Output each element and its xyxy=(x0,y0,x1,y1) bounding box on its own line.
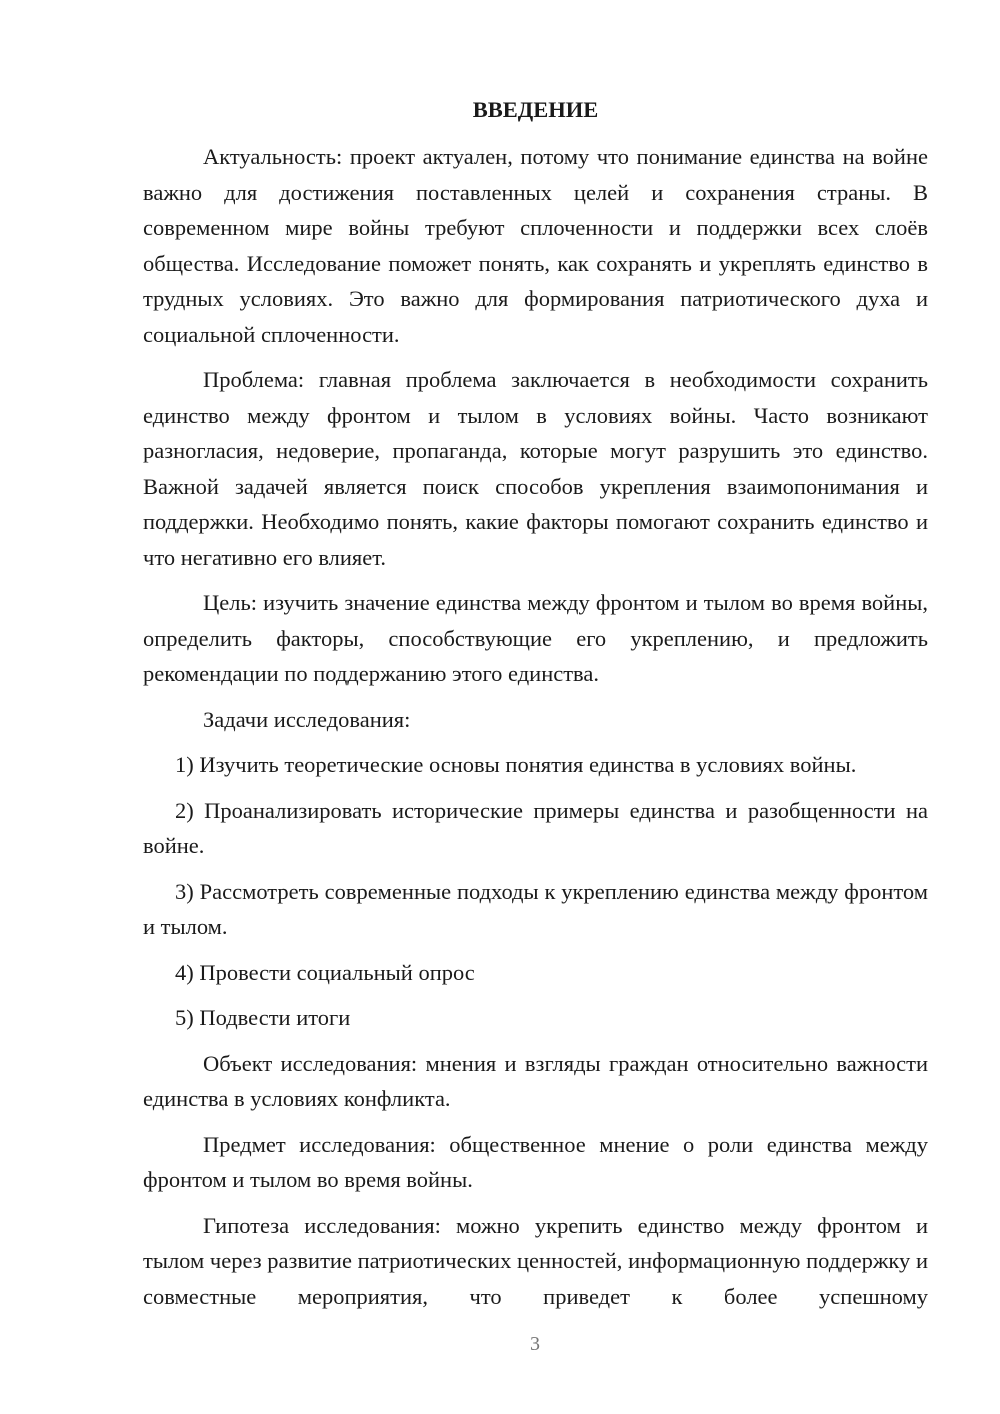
problem-paragraph: Проблема: главная проблема заключается в необходимости сохранить единство между фронтом и тылом в условиях войны. Часто возникают разногласия, недоверие, пропаганда, которые могут разрушить это единство. Важной задачей является поиск способов укрепления взаимопонимания и поддержки. Необходимо понять, какие факторы помогают сохранить единство и что негативно его влияет. xyxy=(143,367,928,570)
object-paragraph: Объект исследования: мнения и взгляды граждан относительно важности единства в условиях конфликта. xyxy=(143,1050,928,1111)
section-title: ВВЕДЕНИЕ xyxy=(472,97,599,122)
page-number: 3 xyxy=(530,1333,540,1355)
relevance-paragraph: Актуальность: проект актуален, потому что понимание единства на войне важно для достижения поставленных целей и сохранения страны. В современном мире войны требуют сплоченности и поддержки всех слоёв общества. Исследование поможет понять, как сохранять и укреплять единство в трудных условиях. Это важно для формирования патриотического духа и социальной сплоченности. xyxy=(143,144,928,347)
document-body xyxy=(143,92,928,1324)
hypothesis-paragraph: Гипотеза исследования: можно укрепить единство между фронтом и тылом через развитие патриотических ценностей, информационную поддержку и совместные мероприятия, что приведет к более успешному xyxy=(143,1212,928,1309)
task-item: 4) Провести социальный опрос xyxy=(175,959,475,985)
task-item: 2) Проанализировать исторические примеры единства и разобщенности на войне. xyxy=(143,797,928,858)
task-item: 3) Рассмотреть современные подходы к укреплению единства между фронтом и тылом. xyxy=(143,878,928,939)
task-item: 1) Изучить теоретические основы понятия единства в условиях войны. xyxy=(175,752,857,777)
goal-paragraph: Цель: изучить значение единства между фронтом и тылом во время войны, определить факторы, способствующие его укреплению, и предложить рекомендации по поддержанию этого единства. xyxy=(143,590,928,686)
task-item: 5) Подвести итоги xyxy=(175,1005,351,1030)
subject-paragraph: Предмет исследования: общественное мнение о роли единства между фронтом и тылом во время войны. xyxy=(143,1131,928,1192)
tasks-heading: Задачи исследования: xyxy=(203,706,411,732)
